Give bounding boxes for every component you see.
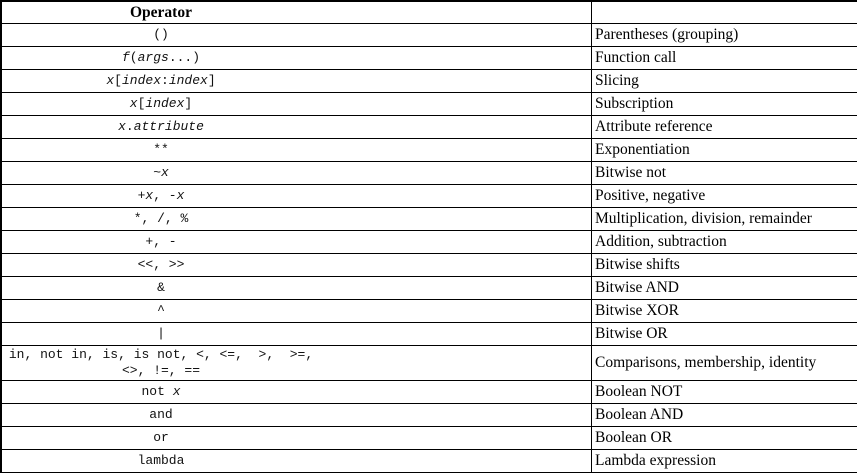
operator-description: Boolean NOT: [592, 381, 857, 404]
table-row: [1, 162, 857, 185]
operator-description: Bitwise not: [592, 162, 857, 185]
table-row: [1, 185, 857, 208]
operator-cell: [1, 346, 592, 381]
operator-code: +, -: [145, 234, 177, 249]
operator-cell: [1, 254, 592, 277]
operator-cell: [1, 427, 592, 450]
table-row: [1, 116, 857, 139]
operator-code: +x, -x: [137, 188, 185, 203]
operator-cell: [1, 139, 592, 162]
operator-code: f(args...): [121, 50, 201, 65]
operator-description: Attribute reference: [592, 116, 857, 139]
operator-code: **: [153, 142, 169, 157]
table-row: [1, 427, 857, 450]
table-row: [1, 254, 857, 277]
table-row: [1, 70, 857, 93]
operator-code: in, not in, is, is not, <, <=, >, >=,: [8, 347, 314, 362]
operator-description: Boolean AND: [592, 404, 857, 427]
operator-code: x.attribute: [118, 119, 204, 134]
operator-column-header: Operator: [130, 3, 192, 21]
operator-description: Comparisons, membership, identity: [592, 346, 857, 381]
operator-description: Bitwise shifts: [592, 254, 857, 277]
operator-description: Bitwise AND: [592, 277, 857, 300]
table-row: [1, 450, 857, 473]
operator-cell: [1, 231, 592, 254]
operator-cell: [1, 24, 592, 47]
table-row: [1, 381, 857, 404]
operator-description: Bitwise XOR: [592, 300, 857, 323]
operator-code: x[index:index]: [106, 73, 216, 88]
operator-cell: [1, 116, 592, 139]
operator-cell: [1, 404, 592, 427]
operator-code: &: [157, 280, 165, 295]
operator-code: *, /, %: [133, 211, 189, 226]
operator-description: Function call: [592, 47, 857, 70]
table-row: [1, 139, 857, 162]
operator-code: not x: [141, 384, 181, 399]
table-row: [1, 300, 857, 323]
operator-description: Addition, subtraction: [592, 231, 857, 254]
operator-code: <<, >>: [137, 257, 185, 272]
operator-cell: [1, 381, 592, 404]
table-row: [1, 404, 857, 427]
operator-cell: [1, 323, 592, 346]
operator-cell: [1, 93, 592, 116]
operator-description: Lambda expression: [592, 450, 857, 473]
operator-code-line2: <>, !=, ==: [121, 363, 200, 378]
operator-description: Multiplication, division, remainder: [592, 208, 857, 231]
operator-cell: [1, 70, 592, 93]
table-row: [1, 24, 857, 47]
operator-description: Bitwise OR: [592, 323, 857, 346]
table-row: [1, 208, 857, 231]
operator-description: Parentheses (grouping): [592, 24, 857, 47]
operator-cell: [1, 185, 592, 208]
operator-code: x[index]: [129, 96, 193, 111]
operator-code: or: [153, 430, 169, 445]
operator-code: ^: [157, 303, 165, 318]
operator-code: lambda: [137, 453, 185, 468]
table-row: [1, 47, 857, 70]
description-header-cell: [592, 1, 857, 24]
header-row: [1, 1, 857, 24]
operator-code: ~x: [153, 165, 169, 180]
operator-cell: [1, 162, 592, 185]
operator-cell: [1, 47, 592, 70]
operator-cell: [1, 450, 592, 473]
operator-description: Positive, negative: [592, 185, 857, 208]
operator-cell: [1, 277, 592, 300]
operator-header-cell: [1, 1, 592, 24]
operator-cell: [1, 300, 592, 323]
operator-code: (): [153, 27, 169, 42]
operator-description: Subscription: [592, 93, 857, 116]
operator-description: Boolean OR: [592, 427, 857, 450]
table-row-comparisons: [1, 346, 857, 381]
operator-cell: [1, 208, 592, 231]
table-row: [1, 323, 857, 346]
table-row: [1, 277, 857, 300]
operator-code: |: [157, 326, 165, 341]
table-row: [1, 93, 857, 116]
table-row: [1, 231, 857, 254]
operator-description: Slicing: [592, 70, 857, 93]
operator-code: and: [149, 407, 173, 422]
operator-description: Exponentiation: [592, 139, 857, 162]
